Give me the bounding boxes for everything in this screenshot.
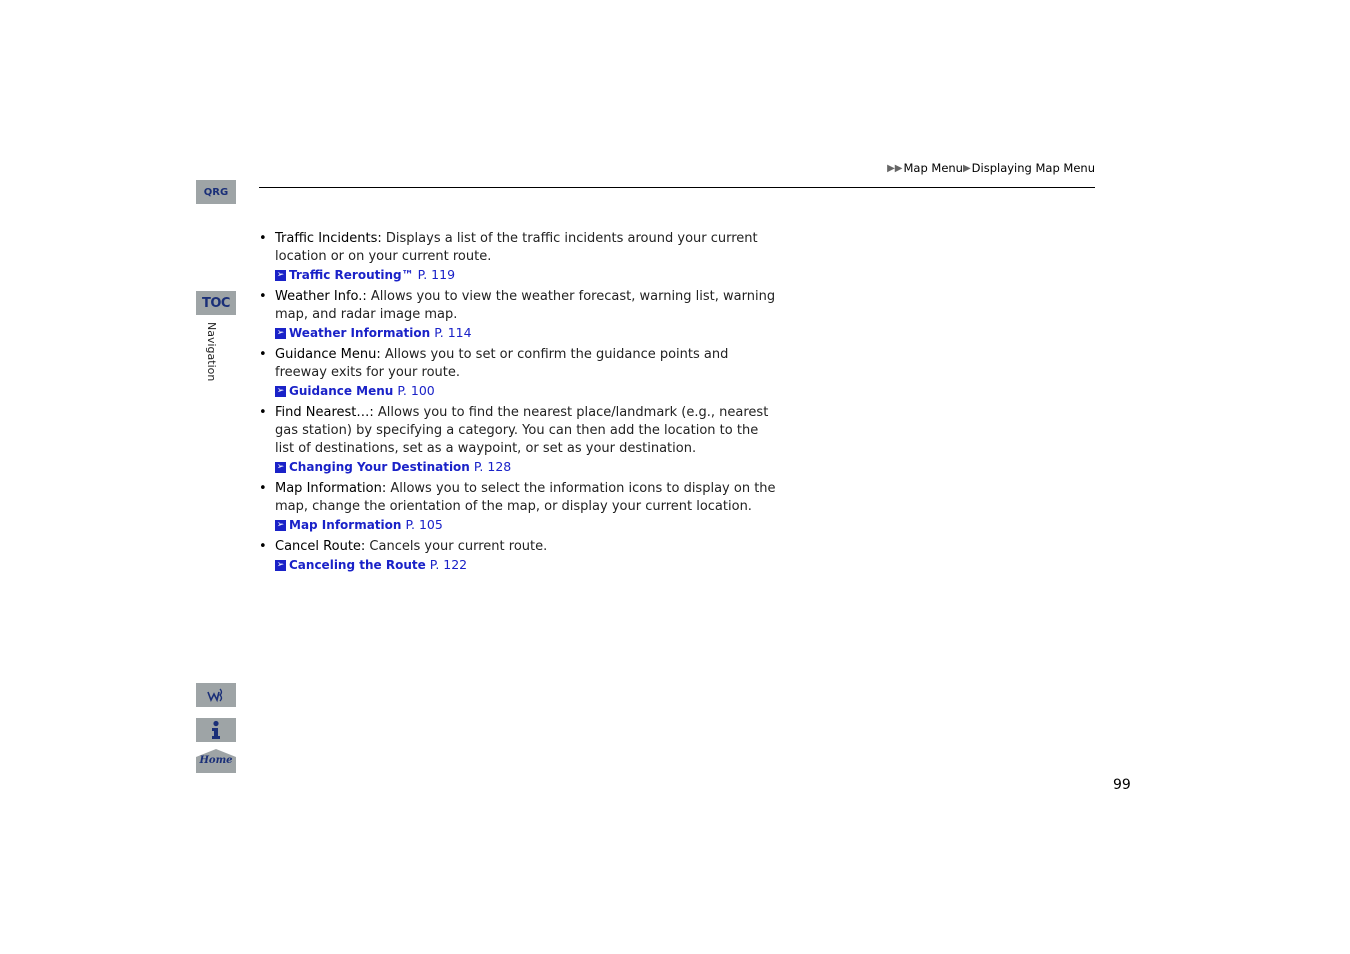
ref-page: P. 122	[429, 557, 468, 572]
ref-page: P. 119	[417, 267, 456, 282]
item-term: Map Information:	[275, 481, 387, 496]
item-desc: Displays a list of the traffic incidents around your current location or on your current route.	[275, 231, 758, 264]
reference-arrow-icon: ➢	[276, 560, 285, 570]
item-term: Guidance Menu:	[275, 347, 381, 362]
reference-arrow-icon: ➢	[276, 386, 285, 396]
item-desc: Allows you to find the nearest place/landmark (e.g., nearest gas station) by specifying a category. You can then add the location to the list of destinations, set as a waypoint, or set as your destination.	[275, 405, 769, 456]
triangle-right-icon: ▶▶	[887, 162, 903, 174]
breadcrumb	[887, 161, 1095, 175]
ref-page: P. 100	[397, 383, 435, 398]
item-desc: Allows you to view the weather forecast, warning list, warning map, and radar image map.	[275, 289, 776, 322]
info-button[interactable]	[196, 718, 236, 742]
item-desc: Allows you to select the information icons to display on the map, change the orientation of the map, or display your current location.	[275, 481, 776, 514]
qrg-label: QRG	[203, 186, 229, 198]
ref-page: P. 105	[405, 517, 443, 532]
triangle-right-icon: ▶	[962, 162, 971, 174]
breadcrumb-displaying-map-menu[interactable]: Displaying Map Menu	[971, 161, 1095, 175]
item-term: Traffic Incidents:	[275, 231, 382, 246]
header-divider	[259, 187, 1095, 188]
list-item	[259, 230, 779, 284]
list-item	[259, 346, 779, 400]
cross-reference-link[interactable]	[275, 556, 779, 574]
page-number: 99	[1113, 777, 1131, 793]
item-term: Weather Info.:	[275, 289, 367, 304]
bullet: •	[259, 231, 267, 246]
reference-arrow-icon: ➢	[276, 328, 285, 338]
list-item	[259, 404, 779, 476]
home-button[interactable]	[196, 749, 236, 773]
toc-label: TOC	[202, 295, 230, 311]
list-item	[259, 288, 779, 342]
ref-page: P. 128	[473, 459, 512, 474]
item-term: Find Nearest…:	[275, 405, 374, 420]
breadcrumb-map-menu[interactable]: Map Menu	[903, 161, 963, 175]
bullet: •	[259, 481, 267, 496]
reference-arrow-icon: ➢	[276, 462, 285, 472]
info-icon	[209, 720, 223, 740]
item-desc: Cancels your current route.	[365, 539, 548, 554]
voice-command-icon	[206, 686, 226, 704]
reference-arrow-icon: ➢	[276, 270, 285, 280]
cross-reference-link[interactable]	[275, 382, 779, 400]
ref-title: Traffic Rerouting™	[289, 268, 414, 282]
reference-arrow-icon: ➢	[276, 520, 285, 530]
ref-title: Changing Your Destination	[289, 460, 470, 474]
ref-title: Weather Information	[289, 326, 431, 340]
list-item	[259, 538, 779, 574]
home-label: Home	[199, 755, 233, 766]
toc-button[interactable]	[196, 291, 236, 315]
content-list	[259, 230, 779, 578]
bullet: •	[259, 347, 267, 362]
cross-reference-link[interactable]	[275, 516, 779, 534]
ref-title: Guidance Menu	[289, 384, 394, 398]
ref-page: P. 114	[434, 325, 472, 340]
cross-reference-link[interactable]	[275, 324, 779, 342]
item-desc: Allows you to set or confirm the guidance points and freeway exits for your route.	[275, 347, 729, 380]
cross-reference-link[interactable]	[275, 266, 779, 284]
ref-title: Canceling the Route	[289, 558, 426, 572]
cross-reference-link[interactable]	[275, 458, 779, 476]
bullet: •	[259, 289, 267, 304]
item-term: Cancel Route:	[275, 539, 366, 554]
bullet: •	[259, 405, 267, 420]
section-label: Navigation	[205, 322, 218, 382]
qrg-button[interactable]	[196, 180, 236, 204]
voice-command-button[interactable]	[196, 683, 236, 707]
bullet: •	[259, 539, 267, 554]
ref-title: Map Information	[289, 518, 402, 532]
list-item	[259, 480, 779, 534]
